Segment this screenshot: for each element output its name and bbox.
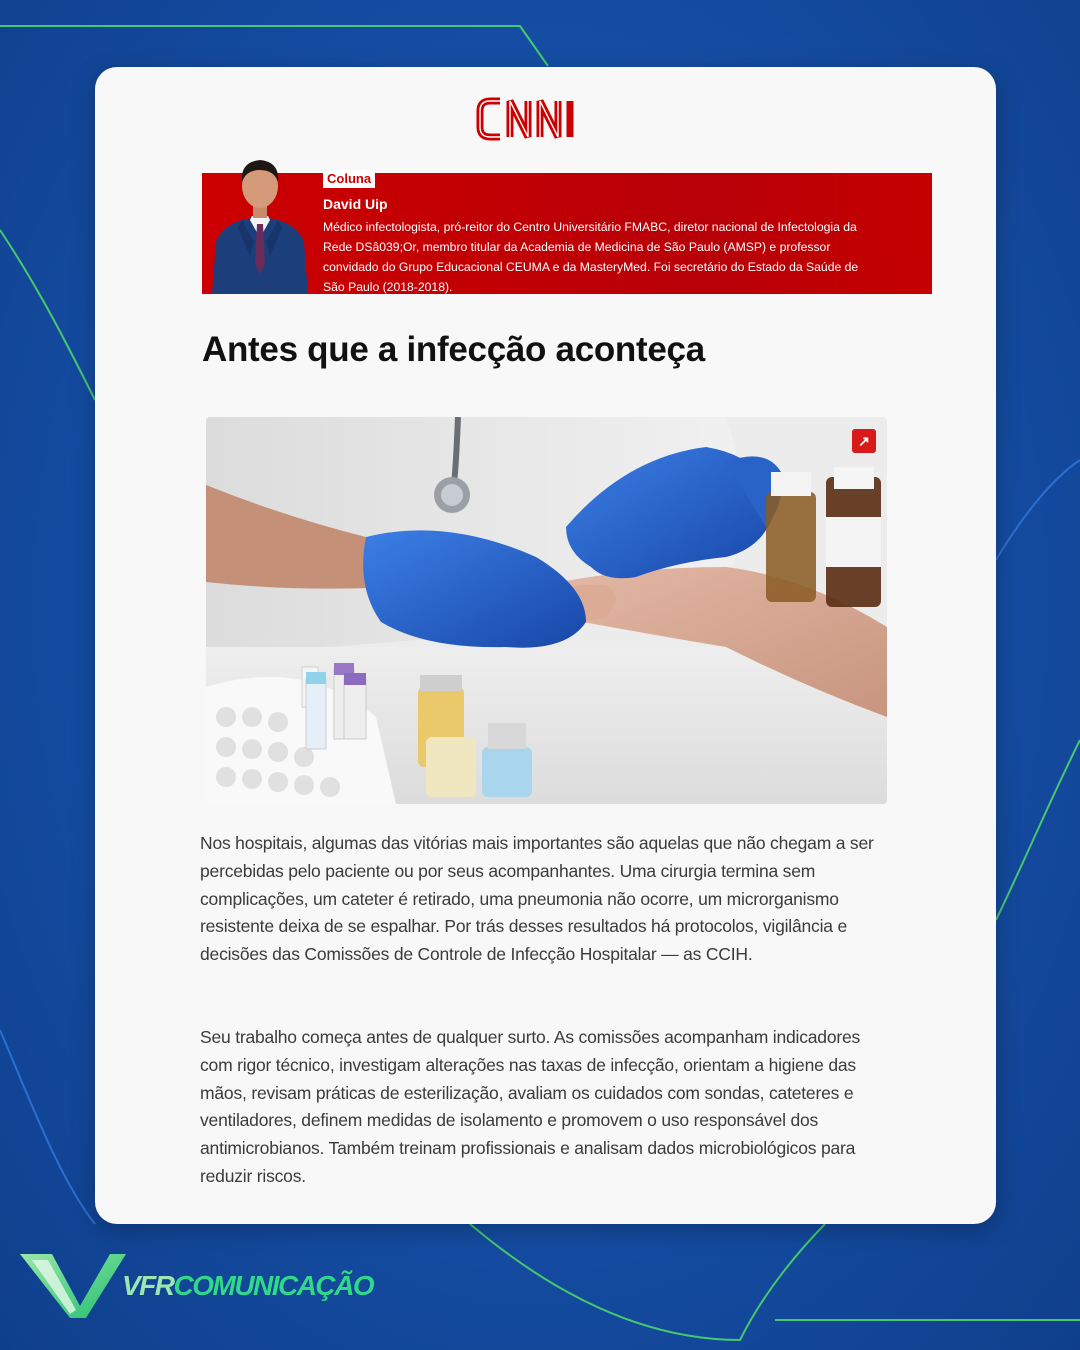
vfr-brand-name: VFRCOMUNICAÇÃO [122, 1270, 374, 1301]
expand-image-icon[interactable]: ↗ [852, 429, 876, 453]
article-paragraph-1: Nos hospitais, algumas das vitórias mais importantes são aquelas que não chegam a ser percebidas pelo paciente ou por seus acompanhantes. Uma cirurgia termina sem complicações, um cateter é retirado, uma pneumonia não ocorre, um microrganismo resistente deixa de se espalhar. Por trás desses resultados há protocolos, vigilância e decisões das Comissões de Controle de Infecção Hospitalar — as CCIH. [200, 833, 874, 965]
cnn-logo[interactable] [474, 92, 580, 146]
article-title: Antes que a infecção aconteça [202, 330, 705, 369]
author-name[interactable]: David Uip [323, 196, 388, 212]
author-photo [210, 146, 310, 294]
column-tag[interactable]: Coluna [323, 170, 375, 188]
article-image[interactable] [206, 417, 887, 804]
author-bio: Médico infectologista, pró-reitor do Centro Universitário FMABC, diretor nacional de Infectologia da Rede DSâ039;Or, membro titular da Academia de Medicina de São Paulo (AMSP) e professor convidado do Grupo Educacional CEUMA e da MasteryMed. Foi secretário do Estado da Saúde de São Paulo (2018-2018). [323, 220, 859, 294]
article-paragraph-2: Seu trabalho começa antes de qualquer surto. As comissões acompanham indicadores com rigor técnico, investigam alterações nas taxas de infecção, orientam a higiene das mãos, revisam práticas de esterilização, avaliam os cuidados com sondas, cateteres e ventiladores, definem medidas de isolamento e promovem o uso responsável dos antimicrobianos. Também treinam profissionais e analisam dados microbiológicos para reduzir riscos. [200, 1027, 861, 1186]
